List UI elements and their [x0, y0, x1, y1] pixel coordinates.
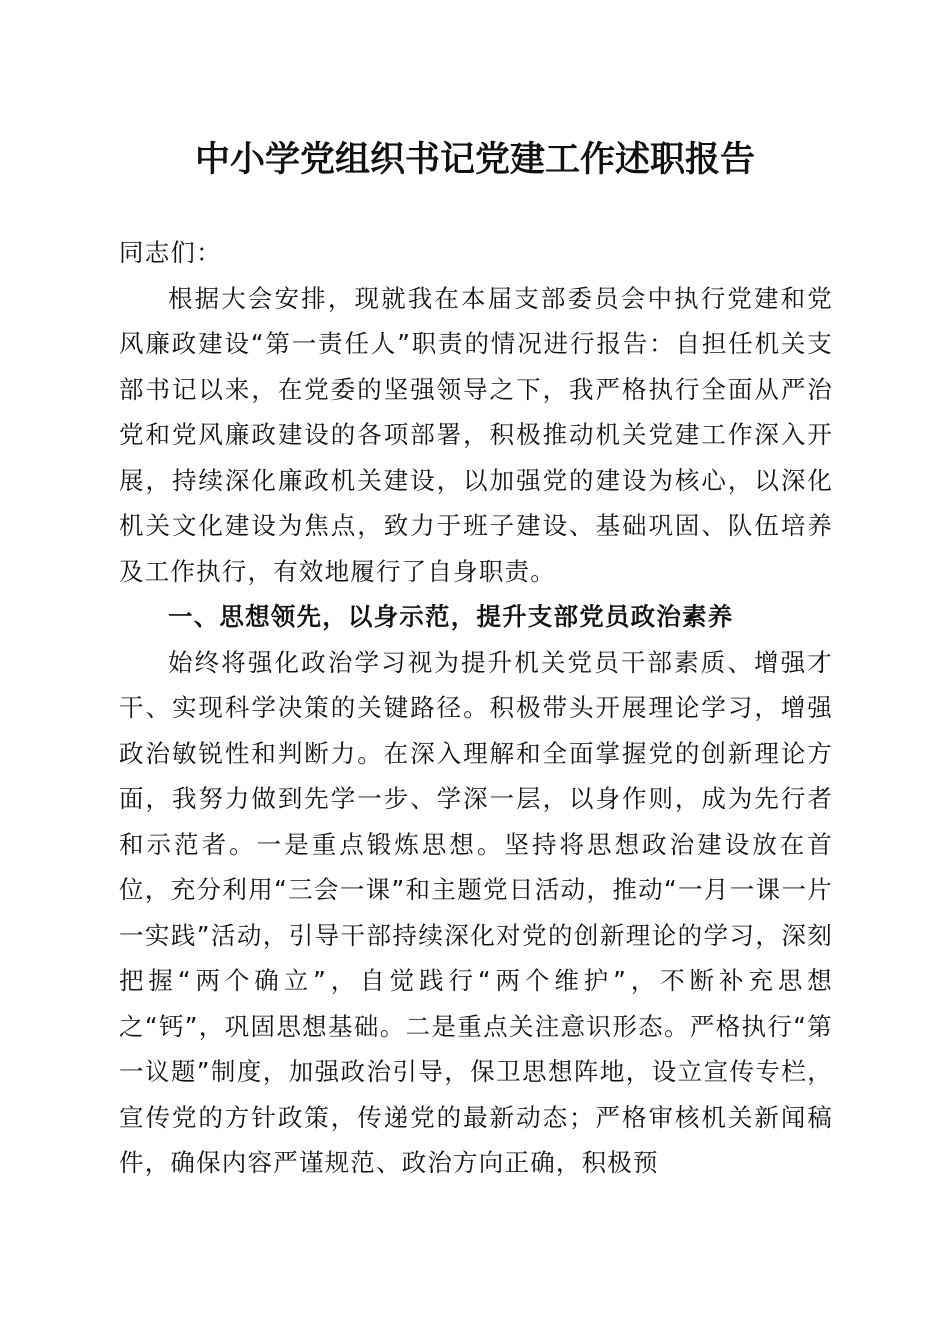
document-body [119, 230, 833, 1186]
salutation: 同志们： [119, 238, 222, 267]
document-title: 中小学党组织书记党建工作述职报告 [194, 139, 755, 180]
section-paragraph: 始终将强化政治学习视为提升机关党员干部素质、增强才干、实现科学决策的关键路径。积极带头开展理论学习，增强政治敏锐性和判断力。在深入理解和全面掌握党的创新理论方面，我努力做到先学一步、学深一层，以身作则，成为先行者和示范者。一是重点锻炼思想。坚持将思想政治建设放在首位，充分利用“三会一课”和主题党日活动，推动“一月一课一片一实践”活动，引导干部持续深化对党的创新理论的学习，深刻把握“两个确立”，自觉践行“两个维护”，不断补充思想之“钙”，巩固思想基础。二是重点关注意识形态。严格执行“第一议题”制度，加强政治引导，保卫思想阵地，设立宣传专栏，宣传党的方针政策，传递党的最新动态；严格审核机关新闻稿件，确保内容严谨规范、政治方向正确，积极预 [119, 647, 833, 1177]
intro-paragraph: 根据大会安排，现就我在本届支部委员会中执行党建和党风廉政建设“第一责任人”职责的情况进行报告：自担任机关支部书记以来，在党委的坚强领导之下，我严格执行全面从严治党和党风廉政建设的各项部署，积极推动机关党建工作深入开展，持续深化廉政机关建设，以加强党的建设为核心，以深化机关文化建设为焦点，致力于班子建设、基础巩固、队伍培养及工作执行，有效地履行了自身职责。 [119, 283, 833, 586]
section-heading: 一、思想领先，以身示范，提升支部党员政治素养 [168, 602, 734, 631]
